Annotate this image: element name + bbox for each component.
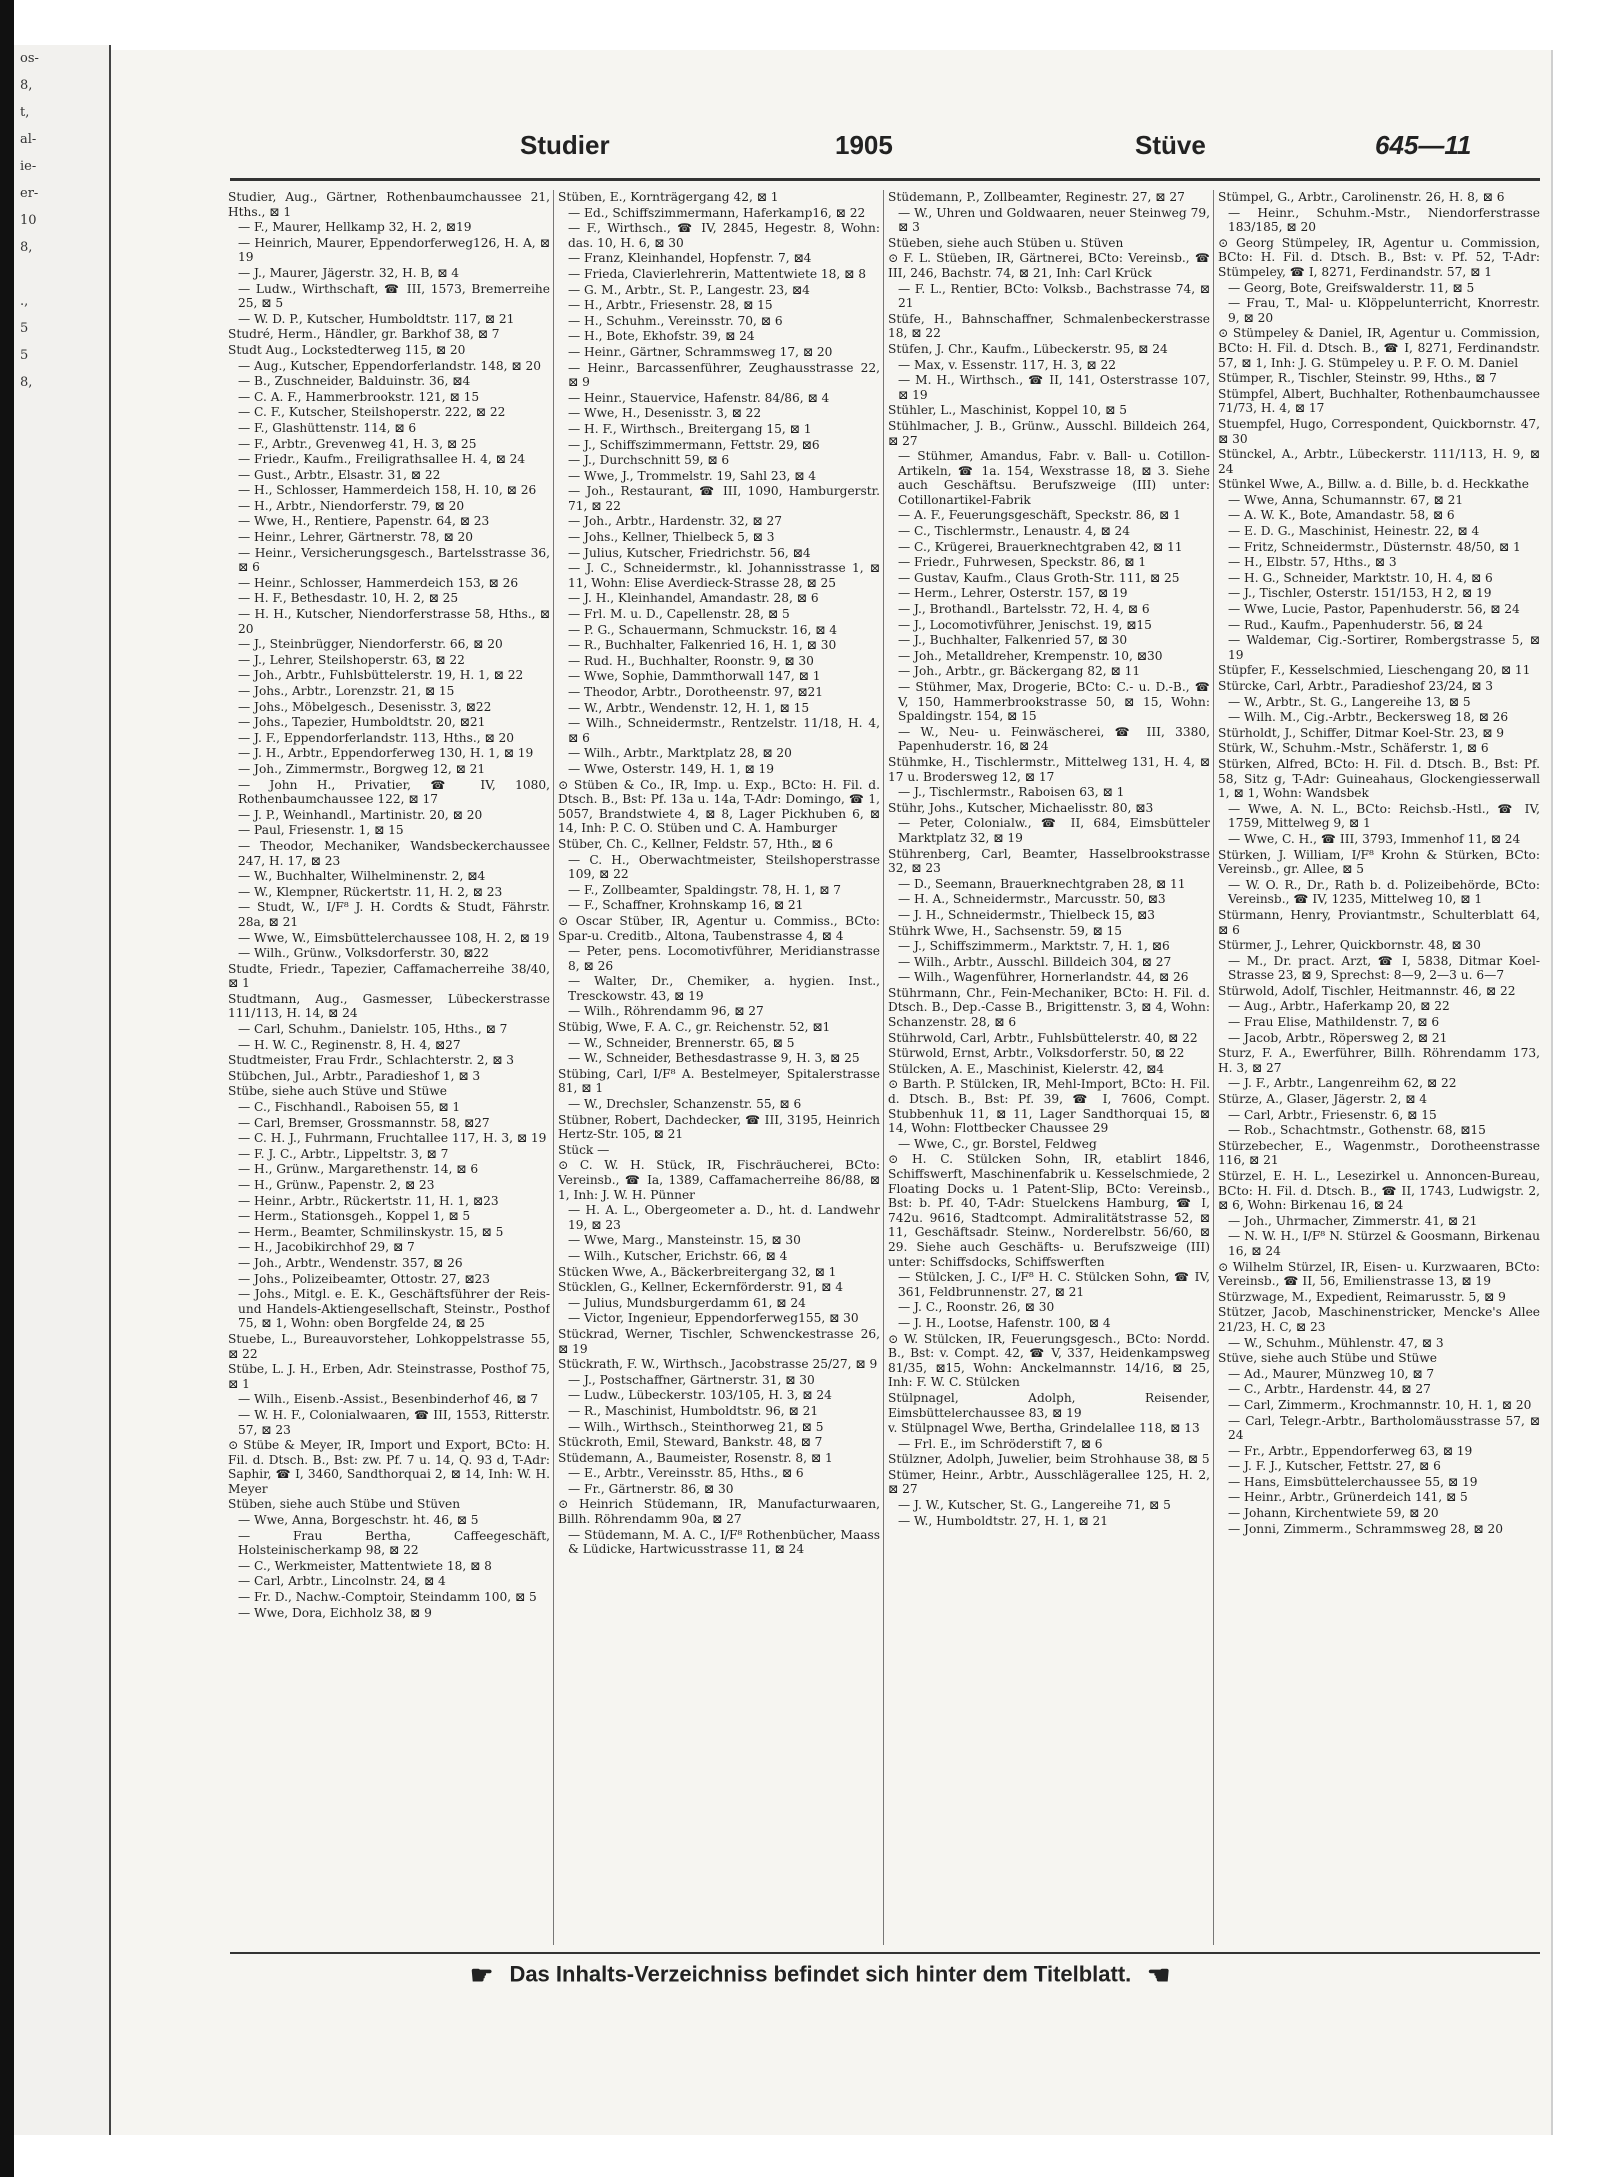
directory-entry: — J., Schiffszimmermann, Fettstr. 29, ⊠6 [568, 437, 820, 452]
directory-entry: Stührwold, Carl, Arbtr., Fuhlsbüttelerstr. 40, ⊠ 22 [888, 1030, 1198, 1045]
directory-entry: — B., Zuschneider, Balduinstr. 36, ⊠4 [238, 374, 471, 389]
directory-entry: Studtmann, Aug., Gasmesser, Lübeckerstrasse 111/113, H. 14, ⊠ 24 [228, 991, 550, 1021]
directory-entry: Stürwold, Ernst, Arbtr., Volksdorferstr. 50, ⊠ 22 [888, 1046, 1185, 1061]
scan-edge [0, 0, 14, 2177]
directory-entry: — J., Tischlermstr., Raboisen 63, ⊠ 1 [898, 785, 1125, 800]
directory-entry: ⊙ F. L. Stüeben, IR, Gärtnerei, BCto: Vereinsb., ☎ III, 246, Bachstr. 74, ⊠ 21, Inh: Carl Krück [888, 251, 1210, 280]
directory-entry: — H. G., Schneider, Marktstr. 10, H. 4, ⊠ 6 [1228, 570, 1493, 585]
directory-entry: — Frau Elise, Mathildenstr. 7, ⊠ 6 [1228, 1015, 1440, 1030]
previous-page-fragment: ., [20, 294, 29, 309]
directory-entry: — Stülcken, J. C., I/F⁸ H. C. Stülcken Sohn, ☎ IV, 361, Feldbrunnenstr. 27, ⊠ 21 [898, 1270, 1210, 1299]
directory-entry: — M., Dr. pract. Arzt, ☎ I, 5838, Ditmar Koel-Strasse 23, ⊠ 9, Sprechst: 8—9, 2—3 u. 6—7 [1228, 953, 1540, 983]
directory-entry: — C., Werkmeister, Mattentwiete 18, ⊠ 8 [238, 1558, 492, 1573]
directory-entry: — F., Maurer, Hellkamp 32, H. 2, ⊠19 [238, 220, 472, 235]
directory-entry: — C., Arbtr., Hardenstr. 44, ⊠ 27 [1228, 1382, 1431, 1397]
directory-entry: ⊙ Heinrich Stüdemann, IR, Manufacturwaaren, Billh. Röhrendamm 90a, ⊠ 27 [558, 1497, 880, 1527]
directory-entry: Stümpel, G., Arbtr., Carolinenstr. 26, H. 8, ⊠ 6 [1218, 190, 1505, 204]
directory-entry: — Carl, Schuhm., Danielstr. 105, Hths., ⊠ 7 [238, 1022, 508, 1037]
directory-entry: Stüfen, J. Chr., Kaufm., Lübeckerstr. 95, ⊠ 24 [888, 341, 1168, 356]
directory-entry: Stürk, W., Schuhm.-Mstr., Schäferstr. 1, ⊠ 6 [1218, 741, 1489, 756]
directory-entry: Stübe, L. J. H., Erben, Adr. Steinstrasse, Posthof 75, ⊠ 1 [228, 1362, 550, 1391]
footer-rule [230, 1952, 1540, 1954]
directory-entry: Stürzwage, M., Expedient, Reimarusstr. 5, ⊠ 9 [1218, 1289, 1506, 1304]
directory-entry: Stüeben, siehe auch Stüben u. Stüven [888, 235, 1124, 250]
directory-entry: — Stühmer, Amandus, Fabr. v. Ball- u. Cotillon-Artikeln, ☎ 1a. 154, Wexstrasse 18, ⊠ 3. Siehe auch Geschäftsu. Berufszweige (III) unter: Cotillonartikel-Fabrik [898, 449, 1210, 507]
directory-entry: — Stühmer, Max, Drogerie, BCto: C.- u. D.-B., ☎ V, 150, Hammerbrookstrasse 50, ⊠ 15, Wohn: Spaldingstr. 154, ⊠ 15 [898, 680, 1210, 724]
directory-entry: — Joh., Restaurant, ☎ III, 1090, Hamburgerstr. 71, ⊠ 22 [568, 484, 880, 513]
directory-entry: Stümer, Heinr., Arbtr., Ausschlägerallee 125, H. 2, ⊠ 27 [888, 1467, 1210, 1497]
directory-entry: — E. D. G., Maschinist, Heinestr. 22, ⊠ 4 [1228, 524, 1480, 539]
directory-entry: — C. H., Oberwachtmeister, Steilshoperstrasse 109, ⊠ 22 [568, 852, 880, 882]
directory-entry: Stünkel Wwe, A., Billw. a. d. Bille, b. d. Heckkathe [1218, 477, 1529, 492]
directory-entry: — J., Maurer, Jägerstr. 32, H. B, ⊠ 4 [238, 265, 460, 280]
directory-entry: — F. L., Rentier, BCto: Volksb., Bachstrasse 74, ⊠ 21 [898, 281, 1210, 311]
directory-entry: — F., Wirthsch., ☎ IV, 2845, Hegestr. 8, Wohn: das. 10, H. 6, ⊠ 30 [568, 221, 880, 250]
directory-entry: — J., Postschaffner, Gärtnerstr. 31, ⊠ 30 [568, 1372, 815, 1387]
directory-entry: Stürwold, Adolf, Tischler, Heitmannstr. 46, ⊠ 22 [1218, 983, 1516, 998]
previous-page-fragment: 8, [20, 78, 33, 93]
directory-entry: — J., Lehrer, Steilshoperstr. 63, ⊠ 22 [238, 652, 465, 667]
directory-entry: — Frau, T., Mal- u. Klöppelunterricht, Knorrestr. 9, ⊠ 20 [1228, 296, 1540, 325]
directory-entry: — W., Humboldtstr. 27, H. 1, ⊠ 21 [898, 1513, 1108, 1528]
previous-page-fragment: 8, [20, 240, 33, 255]
directory-entry: — J., Tischler, Osterstr. 151/153, H 2, ⊠ 19 [1228, 586, 1492, 601]
directory-entry: — J. C., Schneidermstr., kl. Johannisstrasse 1, ⊠ 11, Wohn: Elise Averdieck-Strasse 28, ⊠ 25 [568, 561, 880, 590]
column-1 [228, 190, 550, 1950]
directory-entry: Stuempfel, Hugo, Correspondent, Quickbornstr. 47, ⊠ 30 [1218, 416, 1540, 446]
page-header [180, 130, 1540, 170]
directory-entry: Studt Aug., Lockstedterweg 115, ⊠ 20 [228, 342, 466, 357]
directory-entry: Stüpfer, F., Kesselschmied, Lieschengang 20, ⊠ 11 [1218, 663, 1531, 678]
directory-entry: — Wwe, H., Desenisstr. 3, ⊠ 22 [568, 406, 762, 421]
directory-entry: Stüdemann, P., Zollbeamter, Reginestr. 27, ⊠ 27 [888, 190, 1185, 204]
directory-entry: — H. F., Wirthsch., Breitergang 15, ⊠ 1 [568, 421, 812, 436]
column-divider [1213, 190, 1214, 1945]
directory-entry: Stühr, Johs., Kutscher, Michaelisstr. 80, ⊠3 [888, 800, 1154, 815]
directory-entry: — Joh., Uhrmacher, Zimmerstr. 41, ⊠ 21 [1228, 1213, 1478, 1228]
directory-entry: Stürzebecher, E., Wagenmstr., Dorotheenstrasse 116, ⊠ 21 [1218, 1138, 1540, 1168]
directory-entry: — Wilh., Wagenführer, Hornerlandstr. 44, ⊠ 26 [898, 970, 1189, 985]
directory-columns [228, 190, 1540, 1950]
directory-entry: — J. H., Kleinhandel, Amandastr. 28, ⊠ 6 [568, 591, 819, 606]
column-2 [558, 190, 880, 1950]
directory-entry: — Wilh., Kutscher, Erichstr. 66, ⊠ 4 [568, 1248, 788, 1263]
directory-entry: — Johann, Kirchentwiete 59, ⊠ 20 [1228, 1506, 1439, 1521]
directory-entry: — J., Durchschnitt 59, ⊠ 6 [568, 453, 730, 468]
directory-entry: Stüdemann, A., Baumeister, Rosenstr. 8, ⊠ 1 [558, 1450, 833, 1465]
directory-entry: — Wilh., Röhrendamm 96, ⊠ 27 [568, 1004, 764, 1019]
directory-entry: — H., Bote, Ekhofstr. 39, ⊠ 24 [568, 329, 755, 344]
directory-entry: — Ad., Maurer, Münzweg 10, ⊠ 7 [1228, 1366, 1435, 1381]
directory-entry: — Heinr., Arbtr., Rückertstr. 11, H. 1, ⊠23 [238, 1193, 499, 1208]
directory-entry: — C., Krügerei, Brauerknechtgraben 42, ⊠ 11 [898, 539, 1183, 554]
directory-entry: — Rud., Kaufm., Papenhuderstr. 56, ⊠ 24 [1228, 617, 1483, 632]
directory-entry: — W. H. F., Colonialwaaren, ☎ III, 1553, Ritterstr. 57, ⊠ 23 [238, 1407, 550, 1437]
directory-entry: — W., Drechsler, Schanzenstr. 55, ⊠ 6 [568, 1097, 802, 1112]
directory-entry: — F., Zollbeamter, Spaldingstr. 78, H. 1, ⊠ 7 [568, 882, 842, 897]
directory-entry: Stückrad, Werner, Tischler, Schwenckestrasse 26, ⊠ 19 [558, 1326, 880, 1356]
directory-entry: Stüve, siehe auch Stübe und Stüwe [1218, 1351, 1438, 1366]
directory-entry: — Wilh., Grünw., Volksdorferstr. 30, ⊠22 [238, 946, 489, 961]
directory-entry: — Theodor, Mechaniker, Wandsbeckerchaussee 247, H. 17, ⊠ 23 [238, 838, 550, 868]
directory-entry: — F., Glashüttenstr. 114, ⊠ 6 [238, 420, 417, 435]
directory-entry: — J. F., Arbtr., Langenreihm 62, ⊠ 22 [1228, 1076, 1457, 1091]
directory-entry: — W., Klempner, Rückertstr. 11, H. 2, ⊠ 23 [238, 884, 503, 899]
directory-entry: Stuebe, L., Bureauvorsteher, Lohkoppelstrasse 55, ⊠ 22 [228, 1331, 550, 1361]
directory-entry: Studier, Aug., Gärtner, Rothenbaumchaussee 21, Hths., ⊠ 1 [228, 190, 550, 219]
directory-entry: ⊙ Stüben & Co., IR, Imp. u. Exp., BCto: H. Fil. d. Dtsch. B., Bst: Pf. 13a u. 14a, T-Adr: Domingo, ☎ 1, 5057, Brandstwiete 4, ⊠ 8, Lager Pickhuben 6, ⊠ 14, Inh: P. C. O. Stüben und C. A. Hamburger [558, 777, 880, 836]
directory-entry: — Friedr., Fuhrwesen, Speckstr. 86, ⊠ 1 [898, 555, 1147, 570]
directory-entry: — A. F., Feuerungsgeschäft, Speckstr. 86, ⊠ 1 [898, 508, 1181, 523]
directory-entry: — Wwe, Sophie, Dammthorwall 147, ⊠ 1 [568, 669, 821, 684]
directory-entry: — F., Arbtr., Grevenweg 41, H. 3, ⊠ 25 [238, 436, 477, 451]
directory-entry: v. Stülpnagel Wwe, Bertha, Grindelallee 118, ⊠ 13 [888, 1421, 1200, 1436]
directory-entry: — Carl, Telegr.-Arbtr., Bartholomäusstrasse 57, ⊠ 24 [1228, 1413, 1540, 1443]
directory-entry: — Herm., Lehrer, Osterstr. 157, ⊠ 19 [898, 586, 1128, 601]
header-rule [230, 178, 1540, 181]
directory-entry: ⊙ Stümpeley & Daniel, IR, Agentur u. Commission, BCto: H. Fil. d. Dtsch. B., ☎ I, 8271, Ferdinandstr. 57, ⊠ 1, Inh: J. G. Stümpeley u. P. F. O. M. Daniel [1218, 326, 1540, 370]
directory-entry: — Heinr., Arbtr., Grünerdeich 141, ⊠ 5 [1228, 1490, 1468, 1505]
directory-entry: Sturz, F. A., Ewerführer, Billh. Röhrendamm 173, H. 3, ⊠ 27 [1218, 1046, 1540, 1075]
directory-entry: Stüber, Ch. C., Kellner, Feldstr. 57, Hth., ⊠ 6 [558, 836, 834, 851]
directory-entry: — Franz, Kleinhandel, Hopfenstr. 7, ⊠4 [568, 251, 812, 266]
directory-entry: — Herm., Beamter, Schmilinskystr. 15, ⊠ 5 [238, 1224, 504, 1239]
directory-entry: Stüfe, H., Bahnschaffner, Schmalenbeckerstrasse 18, ⊠ 22 [888, 311, 1210, 341]
page-footer [470, 1960, 1270, 2000]
directory-entry: — W., Schneider, Bethesdastrasse 9, H. 3, ⊠ 25 [568, 1051, 860, 1066]
directory-entry: — J. H., Arbtr., Eppendorferweg 130, H. 1, ⊠ 19 [238, 746, 534, 761]
directory-entry: — Herm., Stationsgeh., Koppel 1, ⊠ 5 [238, 1209, 471, 1224]
directory-entry: — Georg, Bote, Greifswalderstr. 11, ⊠ 5 [1228, 280, 1475, 295]
pointing-hand-icon: ☛ [1147, 1960, 1171, 1990]
directory-entry: Stübner, Robert, Dachdecker, ☎ III, 3195, Heinrich Hertz-Str. 105, ⊠ 21 [558, 1112, 880, 1142]
directory-entry: — Wilh., Eisenb.-Assist., Besenbinderhof 46, ⊠ 7 [238, 1392, 539, 1407]
directory-entry: — Wwe, A. N. L., BCto: Reichsb.-Hstl., ☎ IV, 1759, Mittelweg 9, ⊠ 1 [1228, 801, 1540, 831]
previous-page-fragment [14, 423, 109, 450]
directory-entry: — Wwe, J., Trommelstr. 19, Sahl 23, ⊠ 4 [568, 468, 817, 483]
directory-entry: — W. D. P., Kutscher, Humboldtstr. 117, ⊠ 21 [238, 311, 515, 326]
directory-entry: — W., Schuhm., Mühlenstr. 47, ⊠ 3 [1228, 1335, 1444, 1350]
pointing-hand-icon: ☛ [470, 1960, 494, 1990]
directory-entry: — Friedr., Kaufm., Freiligrathsallee H. 4, ⊠ 24 [238, 452, 526, 467]
directory-entry: — Frau Bertha, Caffeegeschäft, Holsteinischerkamp 98, ⊠ 22 [238, 1528, 550, 1558]
directory-entry: ⊙ C. W. H. Stück, IR, Fischräucherei, BCto: Vereinsb., ☎ Ia, 1389, Caffamacherreihe 86/88, ⊠ 1, Inh: J. W. H. Pünner [558, 1158, 880, 1202]
directory-entry: — H. F., Bethesdastr. 10, H. 2, ⊠ 25 [238, 591, 459, 606]
directory-entry: — F., Schaffner, Krohnskamp 16, ⊠ 21 [568, 898, 804, 913]
previous-page-fragment: ie- [20, 159, 37, 174]
directory-entry: — Joh., Arbtr., Hardenstr. 32, ⊠ 27 [568, 514, 783, 529]
directory-entry: — W., Buchhalter, Wilhelminenstr. 2, ⊠4 [238, 869, 486, 884]
directory-entry: — Joh., Arbtr., Wendenstr. 357, ⊠ 26 [238, 1255, 463, 1270]
directory-entry: Stützer, Jacob, Maschinenstricker, Mencke's Allee 21/23, H. C, ⊠ 23 [1218, 1305, 1540, 1334]
directory-entry: — Paul, Friesenstr. 1, ⊠ 15 [238, 823, 404, 838]
directory-entry: — W. O. R., Dr., Rath b. d. Polizeibehörde, BCto: Vereinsb., ☎ IV, 1235, Mittelweg 10, ⊠ 1 [1228, 877, 1540, 907]
directory-entry: — D., Seemann, Brauerknechtgraben 28, ⊠ 11 [898, 876, 1186, 891]
directory-entry: — F. J. C., Arbtr., Lippeltstr. 3, ⊠ 7 [238, 1146, 449, 1161]
directory-entry: — Carl, Arbtr., Lincolnstr. 24, ⊠ 4 [238, 1574, 446, 1589]
directory-entry: — Wilh., Schneidermstr., Rentzelstr. 11/18, H. 4, ⊠ 6 [568, 716, 880, 745]
directory-entry: Stücken Wwe, A., Bäckerbreitergang 32, ⊠ 1 [558, 1264, 837, 1279]
directory-entry: — Jacob, Arbtr., Röpersweg 2, ⊠ 21 [1228, 1030, 1448, 1045]
directory-entry: — Rud. H., Buchhalter, Roonstr. 9, ⊠ 30 [568, 653, 814, 668]
header-right-keyword: Stüve [1135, 130, 1206, 160]
directory-entry: — Carl, Zimmerm., Krochmannstr. 10, H. 1, ⊠ 20 [1228, 1397, 1532, 1412]
previous-page-fragment: os- [20, 51, 39, 66]
directory-entry: — H., Grünw., Margarethenstr. 14, ⊠ 6 [238, 1162, 479, 1177]
directory-entry: — Johs., Arbtr., Lorenzstr. 21, ⊠ 15 [238, 684, 455, 698]
directory-entry: — Heinr., Lehrer, Gärtnerstr. 78, ⊠ 20 [238, 530, 474, 545]
directory-entry: Stübig, Wwe, F. A. C., gr. Reichenstr. 52, ⊠1 [558, 1020, 831, 1035]
directory-entry: — Wwe, Osterstr. 149, H. 1, ⊠ 19 [568, 761, 775, 776]
directory-entry: — Heinr., Schuhm.-Mstr., Niendorferstrasse 183/185, ⊠ 20 [1228, 205, 1540, 235]
directory-entry: ⊙ Barth. P. Stülcken, IR, Mehl-Import, BCto: H. Fil. d. Dtsch. B., Bst: Pf. 39, ☎ I, 7606, Compt. Stubbenhuk 11, ⊠ 11, Lager Sandthorquai 15, ⊠ 14, Wohn: Flottbecker Chaussee 29 [888, 1077, 1210, 1136]
directory-entry: Stüben, E., Kornträgergang 42, ⊠ 1 [558, 190, 779, 204]
directory-entry: — Frl. M. u. D., Capellenstr. 28, ⊠ 5 [568, 607, 790, 622]
directory-entry: — Julius, Kutscher, Friedrichstr. 56, ⊠4 [568, 545, 811, 560]
directory-entry: — R., Buchhalter, Falkenried 16, H. 1, ⊠ 30 [568, 638, 837, 653]
directory-entry: — C. F., Kutscher, Steilshoperstr. 222, ⊠ 22 [238, 405, 506, 420]
directory-entry: — Johs., Möbelgesch., Desenisstr. 3, ⊠22 [238, 699, 492, 714]
directory-entry: — J. H., Schneidermstr., Thielbeck 15, ⊠3 [898, 907, 1155, 922]
previous-page-fragment: 8, [20, 375, 33, 390]
directory-entry: ⊙ Oscar Stüber, IR, Agentur u. Commiss., BCto: Spar-u. Creditb., Altona, Taubenstrasse 4, ⊠ 4 [558, 913, 880, 943]
directory-entry: — Wilh. M., Cig.-Arbtr., Beckersweg 18, ⊠ 26 [1228, 710, 1509, 725]
previous-page-edge [14, 45, 111, 2135]
header-year: 1905 [835, 130, 893, 160]
directory-entry: — Hans, Eimsbüttelerchaussee 55, ⊠ 19 [1228, 1474, 1478, 1489]
directory-entry: Studte, Friedr., Tapezier, Caffamacherreihe 38/40, ⊠ 1 [228, 961, 550, 991]
directory-entry: — H., Arbtr., Friesenstr. 28, ⊠ 15 [568, 298, 773, 313]
directory-entry: — Ed., Schiffszimmermann, Haferkamp16, ⊠ 22 [568, 205, 866, 220]
directory-entry: — H., Grünw., Papenstr. 2, ⊠ 23 [238, 1178, 435, 1192]
previous-page-fragment: 5 [20, 348, 29, 363]
directory-entry: — Studt, W., I/F⁸ J. H. Cordts & Studt, Fährstr. 28a, ⊠ 21 [238, 900, 550, 929]
directory-entry: Stümper, R., Tischler, Steinstr. 99, Hths., ⊠ 7 [1218, 371, 1497, 386]
directory-entry: — H., Elbstr. 57, Hths., ⊠ 3 [1228, 555, 1397, 570]
directory-entry: Stürholdt, J., Schiffer, Ditmar Koel-Str. 23, ⊠ 9 [1218, 725, 1505, 740]
previous-page-fragment: 5 [20, 321, 29, 336]
directory-entry: — J., Schiffszimmerm., Marktstr. 7, H. 1, ⊠6 [898, 939, 1170, 954]
directory-entry: — Wwe, C., gr. Borstel, Feldweg [898, 1136, 1097, 1151]
directory-entry: — Ludw., Wirthschaft, ☎ III, 1573, Bremerreihe 25, ⊠ 5 [238, 281, 550, 311]
directory-entry: — H., Schlosser, Hammerdeich 158, H. 10, ⊠ 26 [238, 483, 537, 498]
page-number: 645—11 [1375, 130, 1472, 160]
directory-entry: — A. W. K., Bote, Amandastr. 58, ⊠ 6 [1228, 508, 1455, 523]
directory-entry: — C., Fischhandl., Raboisen 55, ⊠ 1 [238, 1100, 461, 1115]
directory-entry: — Peter, Colonialw., ☎ II, 684, Eimsbütteler Marktplatz 32, ⊠ 19 [898, 816, 1210, 845]
directory-entry: — Johs., Kellner, Thielbeck 5, ⊠ 3 [568, 530, 775, 545]
directory-entry: — Fr., Gärtnerstr. 86, ⊠ 30 [568, 1481, 734, 1496]
directory-entry: — Wwe, C. H., ☎ III, 3793, Immenhof 11, ⊠ 24 [1228, 831, 1521, 846]
directory-entry: — Johs., Polizeibeamter, Ottostr. 27, ⊠23 [238, 1271, 491, 1286]
directory-entry: — M. H., Wirthsch., ☎ II, 141, Osterstrasse 107, ⊠ 19 [898, 373, 1210, 402]
directory-entry: — J. W., Kutscher, St. G., Langereihe 71, ⊠ 5 [898, 1498, 1171, 1513]
directory-entry: — Fritz, Schneidermstr., Düsternstr. 48/50, ⊠ 1 [1228, 539, 1521, 554]
directory-entry: — J., Locomotivführer, Jenischst. 19, ⊠15 [898, 617, 1152, 632]
directory-entry: — Aug., Kutscher, Eppendorferlandstr. 148, ⊠ 20 [238, 358, 541, 373]
directory-entry: — Johs., Mitgl. e. E. K., Geschäftsführer der Reis- und Handels-Aktiengesellschaft, Steinstr., Posthof 75, ⊠ 1, Wohn: oben Borgfelde 24, ⊠ 25 [238, 1287, 550, 1331]
directory-entry: — J. F., Eppendorferlandstr. 113, Hths., ⊠ 20 [238, 730, 515, 745]
directory-entry: Stülzner, Adolph, Juwelier, beim Strohhause 38, ⊠ 5 [888, 1452, 1210, 1467]
directory-entry: Stülpnagel, Adolph, Reisender, Eimsbüttelerchaussee 83, ⊠ 19 [888, 1390, 1210, 1420]
directory-entry: — Gustav, Kaufm., Claus Groth-Str. 111, ⊠ 25 [898, 570, 1180, 585]
directory-entry: Stühler, L., Maschinist, Koppel 10, ⊠ 5 [888, 403, 1128, 418]
directory-entry: — Frl. E., im Schröderstift 7, ⊠ 6 [898, 1436, 1103, 1451]
previous-page-fragment: 10 [20, 213, 37, 228]
directory-entry: Stürzel, E. H. L., Lesezirkel u. Annoncen-Bureau, BCto: H. Fil. d. Dtsch. B., ☎ II, 1743, Ludwigstr. 2, ⊠ 6, Wohn: Birkenau 16, ⊠ 24 [1218, 1169, 1540, 1213]
directory-entry: — Heinrich, Maurer, Eppendorferweg126, H. A, ⊠ 19 [238, 235, 550, 265]
directory-entry: — C. A. F., Hammerbrookstr. 121, ⊠ 15 [238, 389, 480, 404]
directory-entry: — Joh., Arbtr., Fuhlsbüttelerstr. 19, H. 1, ⊠ 22 [238, 668, 524, 683]
directory-entry: — Carl, Bremser, Grossmannstr. 58, ⊠27 [238, 1115, 490, 1130]
directory-entry: Stümpfel, Albert, Buchhalter, Rothenbaumchaussee 71/73, H. 4, ⊠ 17 [1218, 386, 1540, 416]
directory-entry: Stüben, siehe auch Stübe und Stüven [228, 1497, 461, 1512]
directory-entry: — Fr. D., Nachw.-Comptoir, Steindamm 100, ⊠ 5 [238, 1590, 537, 1605]
directory-entry: — Rob., Schachtmstr., Gothenstr. 68, ⊠15 [1228, 1123, 1486, 1138]
directory-entry: — Wwe, Dora, Eichholz 38, ⊠ 9 [238, 1605, 432, 1620]
directory-entry: — Gust., Arbtr., Elsastr. 31, ⊠ 22 [238, 467, 441, 482]
directory-entry: Stück — [558, 1142, 610, 1157]
column-4 [1218, 190, 1540, 1950]
directory-entry: — W., Arbtr., St. G., Langereihe 13, ⊠ 5 [1228, 694, 1471, 709]
directory-entry: Stürken, J. William, I/F⁸ Krohn & Stürken, BCto: Vereinsb., gr. Allee, ⊠ 5 [1218, 847, 1540, 877]
directory-entry: — H. W. C., Reginenstr. 8, H. 4, ⊠27 [238, 1037, 461, 1052]
directory-entry: — E., Arbtr., Vereinsstr. 85, Hths., ⊠ 6 [568, 1466, 804, 1481]
directory-entry: ⊙ Georg Stümpeley, IR, Agentur u. Commission, BCto: H. Fil. d. Dtsch. B., Bst: v. Pf. 52, T-Adr: Stümpeley, ☎ I, 8271, Ferdinandstr. 57, ⊠ 1 [1218, 235, 1540, 279]
directory-entry: — Wwe, Marg., Mansteinstr. 15, ⊠ 30 [568, 1233, 801, 1248]
previous-page-fragment [14, 261, 109, 288]
directory-entry: — Joh., Zimmermstr., Borgweg 12, ⊠ 21 [238, 761, 486, 776]
directory-entry: — Heinr., Versicherungsgesch., Bartelsstrasse 36, ⊠ 6 [238, 545, 550, 575]
directory-entry: — Frieda, Clavierlehrerin, Mattentwiete 18, ⊠ 8 [568, 266, 867, 281]
directory-entry: Studtmeister, Frau Frdr., Schlachterstr. 2, ⊠ 3 [228, 1053, 515, 1068]
directory-entry: Stübing, Carl, I/F⁸ A. Bestelmeyer, Spitalerstrasse 81, ⊠ 1 [558, 1066, 880, 1096]
directory-entry: — Aug., Arbtr., Haferkamp 20, ⊠ 22 [1228, 999, 1450, 1014]
directory-entry: — Wilh., Arbtr., Marktplatz 28, ⊠ 20 [568, 746, 792, 761]
directory-entry: — Jonni, Zimmerm., Schrammsweg 28, ⊠ 20 [1228, 1521, 1503, 1536]
directory-entry: — Heinr., Barcassenführer, Zeughausstrasse 22, ⊠ 9 [568, 360, 880, 390]
directory-entry: — Julius, Mundsburgerdamm 61, ⊠ 24 [568, 1295, 806, 1310]
directory-entry: — C. H. J., Fuhrmann, Fruchtallee 117, H. 3, ⊠ 19 [238, 1131, 547, 1146]
directory-entry: Stürmer, J., Lehrer, Quickbornstr. 48, ⊠ 30 [1218, 938, 1481, 953]
directory-entry: — Fr., Arbtr., Eppendorferweg 63, ⊠ 19 [1228, 1443, 1473, 1458]
directory-entry: Studré, Herm., Händler, gr. Barkhof 38, ⊠ 7 [228, 327, 500, 342]
directory-entry: — Joh., Metalldreher, Krempenstr. 10, ⊠30 [898, 648, 1163, 663]
directory-entry: — Max, v. Essenstr. 117, H. 3, ⊠ 22 [898, 357, 1116, 372]
directory-entry: — W., Schneider, Brennerstr. 65, ⊠ 5 [568, 1035, 795, 1050]
directory-entry: — Wwe, H., Rentiere, Papenstr. 64, ⊠ 23 [238, 514, 490, 529]
directory-entry: Stührmann, Chr., Fein-Mechaniker, BCto: H. Fil. d. Dtsch. B., Dep.-Casse B., Brigittenstr. 3, ⊠ 4, Wohn: Schanzenstr. 28, ⊠ 6 [888, 985, 1210, 1030]
directory-entry: — J. F. J., Kutscher, Fettstr. 27, ⊠ 6 [1228, 1459, 1441, 1474]
directory-entry: Stürken, Alfred, BCto: H. Fil. d. Dtsch. B., Bst: Pf. 58, Sitz g, T-Adr: Guineahaus, Glockengiesserwall 1, ⊠ 1, Wohn: Wandsbek [1218, 756, 1540, 801]
directory-entry: — H. A., Schneidermstr., Marcusstr. 50, ⊠3 [898, 892, 1166, 907]
directory-entry: Stürcke, Carl, Arbtr., Paradieshof 23/24, ⊠ 3 [1218, 679, 1494, 693]
directory-entry: — H., Jacobikirchhof 29, ⊠ 7 [238, 1240, 415, 1255]
directory-entry: — Wwe, Lucie, Pastor, Papenhuderstr. 56, ⊠ 24 [1228, 602, 1520, 617]
directory-entry: — J., Buchhalter, Falkenried 57, ⊠ 30 [898, 633, 1128, 648]
directory-entry: Stühmke, H., Tischlermstr., Mittelweg 131, H. 4, ⊠ 17 u. Brodersweg 12, ⊠ 17 [888, 754, 1210, 784]
previous-page-fragment [14, 396, 109, 423]
directory-entry: — W., Arbtr., Wendenstr. 12, H. 1, ⊠ 15 [568, 700, 810, 715]
previous-page-fragment: t, [20, 105, 30, 120]
directory-entry: Stückrath, F. W., Wirthsch., Jacobstrasse 25/27, ⊠ 9 [558, 1357, 878, 1372]
directory-entry: — Heinr., Schlosser, Hammerdeich 153, ⊠ 26 [238, 575, 519, 590]
directory-entry: — Peter, pens. Locomotivführer, Meridianstrasse 8, ⊠ 26 [568, 944, 880, 973]
directory-entry: — Victor, Ingenieur, Eppendorferweg155, ⊠ 30 [568, 1311, 859, 1326]
directory-entry: Stückroth, Emil, Steward, Bankstr. 48, ⊠ 7 [558, 1435, 823, 1450]
directory-entry: — Ludw., Lübeckerstr. 103/105, H. 3, ⊠ 24 [568, 1388, 832, 1403]
directory-entry: ⊙ W. Stülcken, IR, Feuerungsgesch., BCto: Nordd. B., Bst: v. Compt. 42, ☎ V, 337, Heidenkampsweg 81/35, ⊠15, Wohn: Anckelmannstr. 14/16, ⊠ 25, Inh: F. W. C. Stülcken [888, 1331, 1210, 1390]
directory-entry: — Wwe, Anna, Borgeschstr. ht. 46, ⊠ 5 [238, 1513, 479, 1528]
directory-entry: Stülcken, A. E., Maschinist, Kielerstr. 42, ⊠4 [888, 1061, 1165, 1076]
directory-entry: — Wilh., Arbtr., Ausschl. Billdeich 304, ⊠ 27 [898, 954, 1172, 969]
column-divider [883, 190, 884, 1945]
previous-page-fragment: er- [20, 186, 39, 201]
directory-entry: — J., Steinbrügger, Niendorferstr. 66, ⊠ 20 [238, 637, 503, 652]
directory-entry: — R., Maschinist, Humboldtstr. 96, ⊠ 21 [568, 1403, 819, 1418]
directory-entry: — Wwe, Anna, Schumannstr. 67, ⊠ 21 [1228, 492, 1464, 507]
previous-page-fragment: al- [20, 132, 37, 147]
directory-entry: — J., Brothandl., Bartelsstr. 72, H. 4, ⊠ 6 [898, 602, 1150, 617]
directory-entry: — C., Tischlermstr., Lenaustr. 4, ⊠ 24 [898, 524, 1131, 539]
column-divider [553, 190, 554, 1945]
directory-entry: — Joh., Arbtr., gr. Bäckergang 82, ⊠ 11 [898, 664, 1141, 679]
footer-notice: Das Inhalts-Verzeichniss befindet sich hinter dem Titelblatt. [509, 1961, 1132, 1987]
directory-entry: — W., Neu- u. Feinwäscherei, ☎ III, 3380, Papenhuderstr. 16, ⊠ 24 [898, 724, 1210, 754]
directory-entry: Stührk Wwe, H., Sachsenstr. 59, ⊠ 15 [888, 923, 1123, 938]
directory-entry: ⊙ H. C. Stülcken Sohn, IR, etablirt 1846, Schiffswerft, Maschinenfabrik u. Kesselschmiede, 2 Floating Docks u. 1 Patent-Slip, BCto: Vereinsb., Bst: b. Pf. 40, T-Adr: Stuelckens Hamburg, ☎ I, 742u. 9616, Stadtcompt. Admiralitätstrasse 52, ⊠ 11, Geschäftsadr. Steinw., Norderelbstr. 56/60, ⊠ 29. Siehe auch Geschäfts- u. Berufszweige (III) unter: Schiffsdocks, Schiffswerften [888, 1152, 1210, 1269]
directory-entry: Stürmann, Henry, Proviantmstr., Schulterblatt 64, ⊠ 6 [1218, 907, 1540, 937]
directory-entry: Stürze, A., Glaser, Jägerstr. 2, ⊠ 4 [1218, 1092, 1428, 1107]
directory-entry: — J. P., Weinhandl., Martinistr. 20, ⊠ 20 [238, 807, 483, 822]
directory-entry: — H., Arbtr., Niendorferstr. 79, ⊠ 20 [238, 498, 465, 513]
directory-entry: — Stüdemann, M. A. C., I/F⁸ Rothenbücher, Maass & Lüdicke, Hartwicusstrasse 11, ⊠ 24 [568, 1527, 880, 1557]
directory-entry: — Walter, Dr., Chemiker, a. hygien. Inst., Tresckowstr. 43, ⊠ 19 [568, 974, 880, 1003]
directory-entry: — Johs., Tapezier, Humboldtstr. 20, ⊠21 [238, 715, 486, 730]
directory-entry: — H., Schuhm., Vereinsstr. 70, ⊠ 6 [568, 313, 783, 328]
directory-entry: Stührenberg, Carl, Beamter, Hasselbrookstrasse 32, ⊠ 23 [888, 846, 1210, 876]
directory-entry: — J. H., Lootse, Hafenstr. 100, ⊠ 4 [898, 1315, 1111, 1330]
column-3 [888, 190, 1210, 1950]
directory-entry: — N. W. H., I/F⁸ N. Stürzel & Goosmann, Birkenau 16, ⊠ 24 [1228, 1229, 1540, 1258]
directory-entry: — H. A. L., Obergeometer a. D., ht. d. Landwehr 19, ⊠ 23 [568, 1203, 880, 1232]
directory-entry: Stühlmacher, J. B., Grünw., Ausschl. Billdeich 264, ⊠ 27 [888, 418, 1210, 448]
directory-entry: Stünckel, A., Arbtr., Lübeckerstr. 111/113, H. 9, ⊠ 24 [1218, 447, 1540, 476]
directory-entry: — P. G., Schauermann, Schmuckstr. 16, ⊠ 4 [568, 622, 838, 637]
directory-entry: — W., Uhren und Goldwaaren, neuer Steinweg 79, ⊠ 3 [898, 205, 1210, 235]
directory-entry: — Wilh., Wirthsch., Steinthorweg 21, ⊠ 5 [568, 1419, 824, 1434]
directory-entry: — Carl, Arbtr., Friesenstr. 6, ⊠ 15 [1228, 1107, 1437, 1122]
directory-entry: ⊙ Stübe & Meyer, IR, Import und Export, BCto: H. Fil. d. Dtsch. B., Bst: zw. Pf. 7 u. 14, Q. 93 d, T-Adr: Saphir, ☎ I, 3460, Sandthorquai 2, ⊠ 14, Inh: W. H. Meyer [228, 1438, 550, 1496]
directory-entry: — H. H., Kutscher, Niendorferstrasse 58, Hths., ⊠ 20 [238, 607, 550, 636]
directory-entry: — Waldemar, Cig.-Sortirer, Rombergstrasse 5, ⊠ 19 [1228, 633, 1540, 662]
directory-entry: — Theodor, Arbtr., Dorotheenstr. 97, ⊠21 [568, 685, 824, 699]
directory-entry: — John H., Privatier, ☎ IV, 1080, Rothenbaumchaussee 122, ⊠ 17 [238, 777, 550, 807]
directory-entry: Stübe, siehe auch Stüve und Stüwe [228, 1084, 448, 1099]
directory-entry: ⊙ Wilhelm Stürzel, IR, Eisen- u. Kurzwaaren, BCto: Vereinsb., ☎ II, 56, Emilienstrasse 13, ⊠ 19 [1218, 1259, 1540, 1289]
header-left-keyword: Studier [520, 130, 610, 160]
directory-entry: — G. M., Arbtr., St. P., Langestr. 23, ⊠4 [568, 282, 810, 297]
directory-entry: — Wwe, W., Eimsbüttelerchaussee 108, H. 2, ⊠ 19 [238, 930, 550, 945]
directory-entry: Stübchen, Jul., Arbtr., Paradieshof 1, ⊠ 3 [228, 1068, 481, 1083]
directory-entry: — Heinr., Stauervice, Hafenstr. 84/86, ⊠ 4 [568, 390, 830, 405]
directory-entry: — J. C., Roonstr. 26, ⊠ 30 [898, 1300, 1055, 1315]
directory-entry: Stücklen, G., Kellner, Eckernförderstr. 91, ⊠ 4 [558, 1280, 844, 1295]
directory-entry: — Heinr., Gärtner, Schrammsweg 17, ⊠ 20 [568, 344, 833, 359]
